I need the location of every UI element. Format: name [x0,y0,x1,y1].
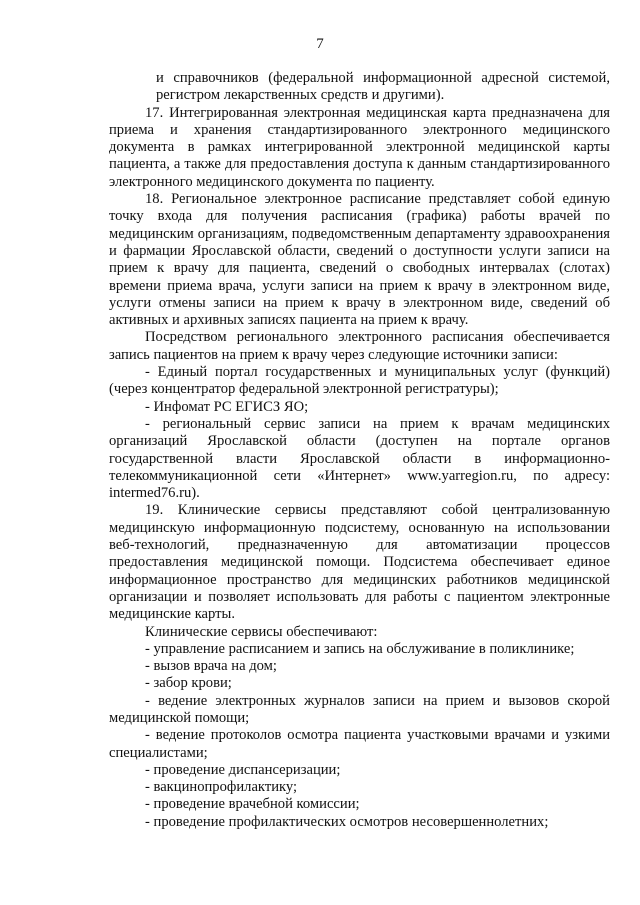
list-item: - проведение диспансеризации; [145,761,341,778]
list-item: - управление расписанием и запись на обслуживание в поликлинике; [145,640,575,657]
list-item: - Инфомат РС ЕГИСЗ ЯО; [145,398,309,415]
paragraph: 17. Интегрированная электронная медицинская карта предназначена для приема и хранения стандартизированного электронного медицинского документа в рамках интегрированной электронной медицинской карты пациента, а также для предоставления доступа к данным стандартизированного электронного медицинского документа по пациенту. [109,104,610,190]
paragraph: Посредством регионального электронного расписания обеспечивается запись пациентов на прием к врачу через следующие источники записи: [109,329,610,363]
paragraph: 18. Региональное электронное расписание представляет собой единую точку входа для получения расписания (графика) работы врачей по медицинским организациям, подведомственным департаменту здравоохранения и фармации Ярославской области, сведений о доступности услуги записи на прием к врачу для пациента, сведений о свободных интервалах (слотах) времени приема врача, услуги записи на прием к врачу в электронном виде, услуги отмены записи на прием к врачу в электронном виде, сведений об активных и архивных записях пациента на прием к врачу. [109,191,610,329]
list-item: - забор крови; [145,675,232,692]
paragraph: Клинические сервисы обеспечивают: [145,623,378,640]
list-item: - проведение врачебной комиссии; [145,796,360,813]
paragraph: и справочников (федеральной информационной адресной системой, регистром лекарственных средств и другими). [156,70,610,104]
list-item: - региональный сервис записи на прием к врачам медицинских организаций Ярославской области (доступен на портале органов государственной власти Ярославской области в информационно-телекоммуникационной сети «Интернет» www.yarregion.ru, по адресу: intermed76.ru). [109,415,610,502]
page-number: 7 [316,36,324,52]
document-body [109,70,610,831]
list-item: - вакцинопрофилактику; [145,779,298,796]
list-item: - ведение электронных журналов записи на прием и вызовов скорой медицинской помощи; [109,692,610,726]
list-item: - Единый портал государственных и муниципальных услуг (функций) (через концентратор федеральной электронной регистратуры); [109,364,610,398]
list-item: - ведение протоколов осмотра пациента участковыми врачами и узкими специалистами; [109,727,610,761]
paragraph: 19. Клинические сервисы представляют собой централизованную медицинскую информационную подсистему, основанную на использовании веб-технологий, предназначенную для автоматизации процессов предоставления медицинской помощи. Подсистема обеспечивает единое информационное пространство для медицинских работников медицинской организации и позволяет использовать для работы с пациентом электронные медицинские карты. [109,502,610,623]
list-item: - проведение профилактических осмотров несовершеннолетних; [145,813,549,830]
list-item: - вызов врача на дом; [145,658,277,675]
